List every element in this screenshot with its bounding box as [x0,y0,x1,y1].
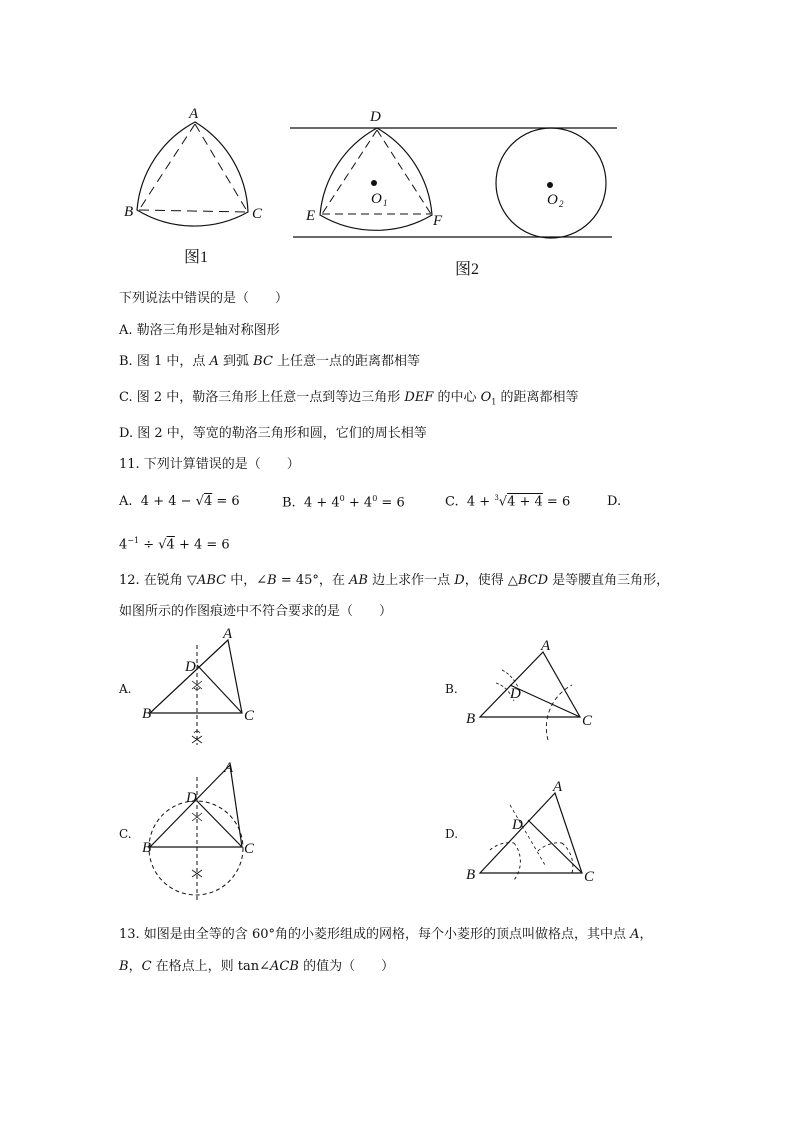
q12-figures [0,615,794,900]
q12b-label-b: B [466,711,476,727]
q12d-label-d: D [512,817,523,833]
q12-figure-d [466,779,595,885]
q10-option-c: C. 图 2 中，勒洛三角形上任意一点到等边三角形 DEF 的中心 $O_1$ 的距离都相等 [119,390,579,407]
q11-option-a: A. 4 + 4 − √4 = 6 [119,494,240,509]
q12a-label-b: B [142,706,152,722]
fig2-label-f: F [433,213,443,229]
q13-line-1: 13. 如图是由全等的含 60°角的小菱形组成的网格，每个小菱形的顶点叫做格点，其中点 A， [119,927,653,942]
q12d-label-c: C [584,869,595,885]
q12-option-a: A. [119,682,132,696]
q12d-label-a: A [553,779,563,795]
fig1-caption: 图1 [184,249,209,266]
q12c-label-b: B [142,840,152,856]
fig2-label-e: E [306,208,316,224]
fig2-sub-2: 2 [559,199,564,209]
q11-option-b: B. $4 + 4^0 + 4^0 = 6$ [282,494,405,511]
figures-1-2 [0,0,794,290]
q12a-label-a: A [223,626,233,642]
q11-stem: 11. 下列计算错误的是（ ） [119,457,300,472]
q10-option-a: A. 勒洛三角形是轴对称图形 [119,323,280,338]
q11-option-c: C. 4 + $^3$√4 + 4 = 6 [445,494,571,510]
q12-figure-a [142,626,255,745]
fig1-label-c: C [252,206,263,222]
figure-1 [124,106,263,266]
q12-line-1: 12. 在锐角 ▽ABC 中，∠B = 45°，在 AB 边上求作一点 D，使得 △BCD 是等腰直角三角形， [119,573,670,588]
q12-figure-c [142,760,255,900]
q12-line-2: 如图所示的作图痕迹中不符合要求的是（ ） [119,604,393,619]
fig2-sub-1: 1 [383,198,388,208]
fig2-label-d: D [370,109,381,125]
q12-option-d: D. [445,827,459,841]
q12c-label-d: D [186,790,197,806]
q12b-label-a: A [541,638,551,654]
q10-option-d: D. 图 2 中，等宽的勒洛三角形和圆，它们的周长相等 [119,426,427,441]
q12a-label-c: C [244,708,255,724]
q12-figure-b [466,638,593,740]
fig2-label-o2: O [547,192,558,208]
fig2-label-o1: O [371,191,382,207]
q12c-label-c: C [244,841,255,857]
q12d-label-b: B [466,867,476,883]
figure-2 [290,109,617,278]
q12-option-c: C. [119,827,132,841]
q12b-label-c: C [582,713,593,729]
q12a-label-d: D [185,659,196,675]
fig1-label-b: B [124,204,134,220]
q12c-label-a: A [224,760,234,776]
q12-option-b: B. [445,682,458,696]
q11-option-d: $4^{-1} \div √4 + 4 = 6$ [119,536,230,553]
fig2-caption: 图2 [455,261,480,278]
q12b-label-d: D [510,686,521,702]
fig1-label-a: A [189,106,199,122]
q13-line-2: B，C 在格点上，则 tan∠ACB 的值为（ ） [119,959,395,974]
q10-option-b: B. 图 1 中，点 A 到弧 BC 上任意一点的距离都相等 [119,354,421,369]
q11-option-d-label: D. [607,494,622,509]
q10-stem: 下列说法中错误的是（ ） [119,291,289,306]
